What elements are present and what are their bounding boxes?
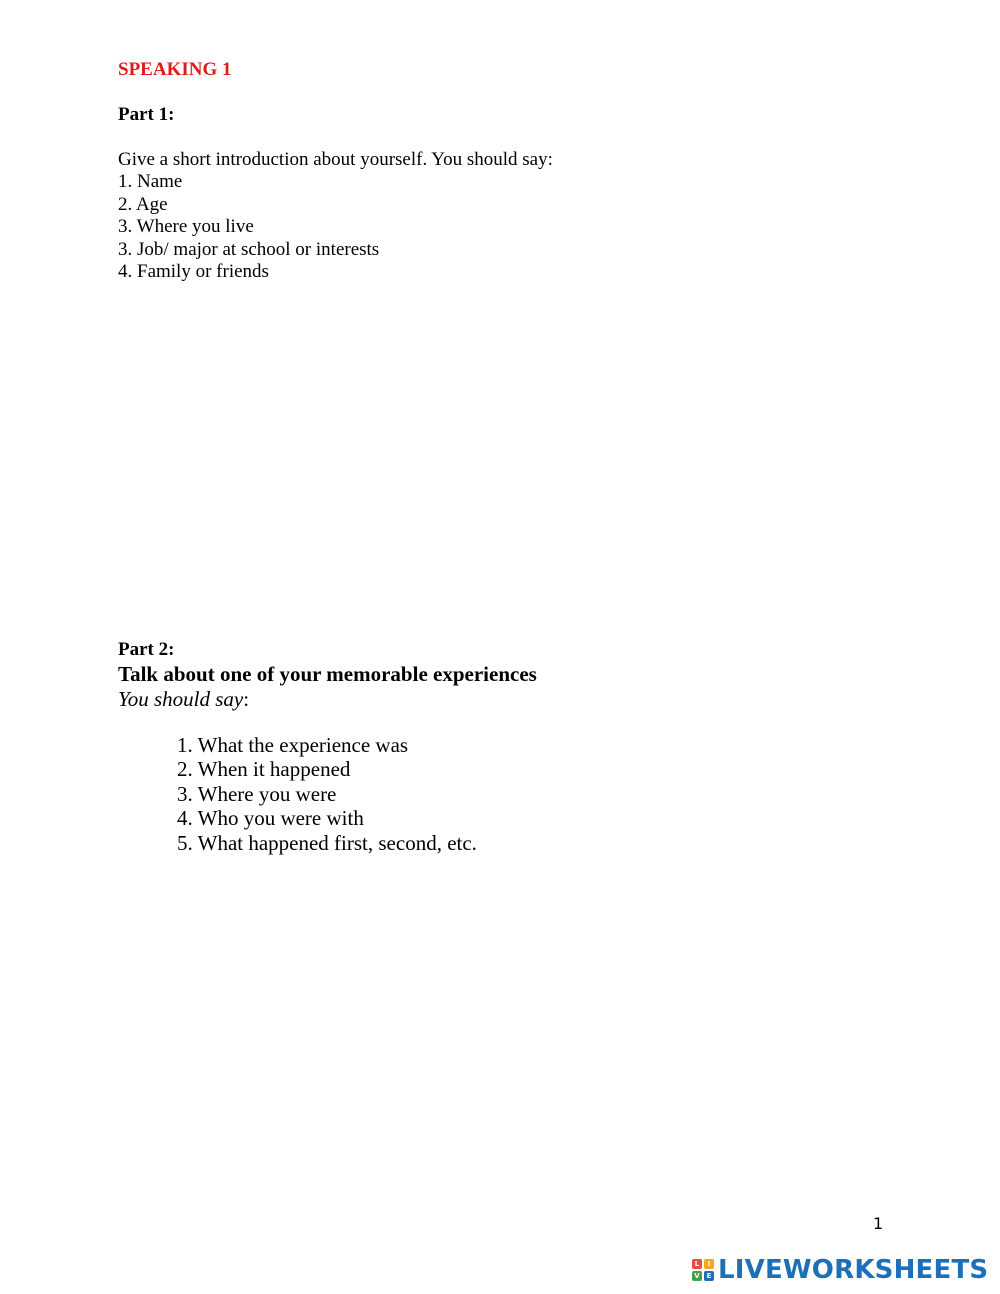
logo-square-i: I — [704, 1259, 714, 1269]
list-item: 2. When it happened — [177, 757, 351, 782]
logo-square-v: V — [692, 1271, 702, 1281]
logo-square-e: E — [704, 1271, 714, 1281]
list-item: 3. Where you live — [118, 216, 254, 238]
list-item: 3. Job/ major at school or interests — [118, 238, 380, 260]
list-item: 1. What the experience was — [177, 733, 409, 757]
list-item: 1. Name — [118, 171, 183, 192]
logo-text: LIVEWORKSHEETS — [718, 1255, 989, 1285]
worksheet-title: SPEAKING 1 — [118, 59, 232, 80]
page-number: 1 — [873, 1214, 884, 1233]
part2-heading: Part 2: — [118, 639, 175, 660]
list-item: 5. What happened first, second, etc. — [177, 830, 477, 855]
part1-intro: Give a short introduction about yourself. You should say: — [118, 149, 553, 170]
part2-prompt — [118, 687, 249, 712]
part2-topic: Talk about one of your memorable experiences — [118, 662, 537, 686]
list-item: 2. Age — [118, 193, 168, 215]
liveworksheets-logo[interactable] — [692, 1255, 988, 1285]
part1-list — [118, 171, 379, 284]
list-item: 4. Who you were with — [177, 806, 364, 831]
part2-prompt-italic: You should say — [118, 687, 244, 711]
part1-heading: Part 1: — [118, 104, 175, 125]
part2-prompt-colon: : — [243, 687, 250, 711]
logo-squares-icon — [692, 1259, 714, 1281]
logo-square-l: L — [692, 1259, 702, 1269]
part2-list — [177, 733, 477, 855]
list-item: 3. Where you were — [177, 781, 337, 806]
list-item: 4. Family or friends — [118, 261, 269, 283]
